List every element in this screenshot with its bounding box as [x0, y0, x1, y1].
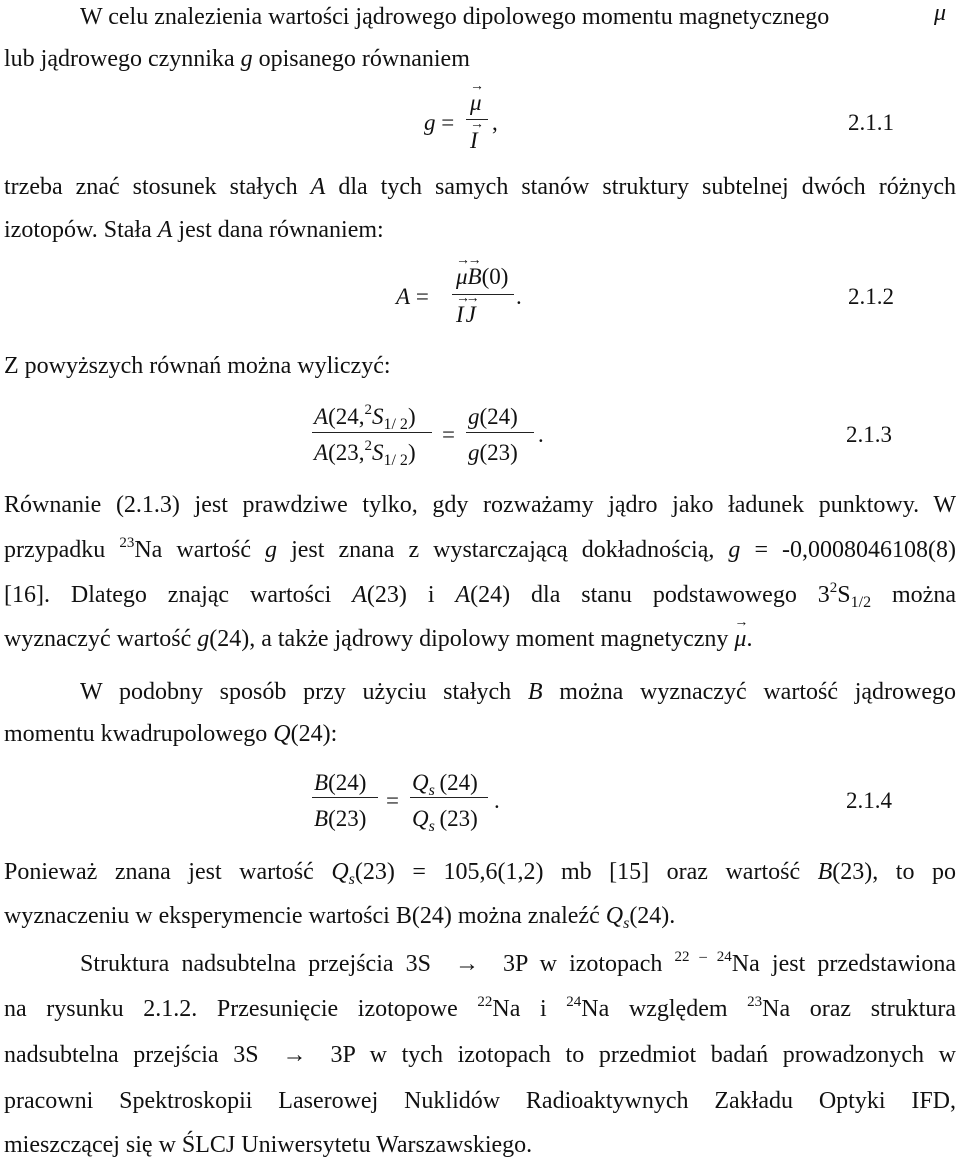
- text: 3P w tych izotopach to przedmiot badań prowadzonych w: [330, 1042, 956, 1068]
- subscript: s: [623, 915, 630, 932]
- paragraph-6-line-2: [4, 901, 956, 931]
- text: mieszczącej się w ŚLCJ Uniwersytetu Warszawskiego.: [4, 1132, 533, 1158]
- mass-number: 22: [477, 994, 493, 1010]
- text: Równanie (2.1.3) jest prawdziwe tylko, gdy rozważamy jądro jako ładunek punktowy. W: [4, 492, 956, 518]
- text: (24), a także jądrowy dipolowy moment magnetyczny: [209, 626, 735, 652]
- eq3-lhs-numerator: $A(24,^2S_{1/ 2})$: [314, 402, 416, 433]
- text: Struktura nadsubtelna przejścia 3S: [80, 951, 431, 977]
- eq4-number: 2.1.4: [846, 788, 892, 813]
- eq2-denominator: I → J →: [456, 300, 476, 330]
- text: dla tych samych stanów struktury subtelnej dwóch różnych: [325, 174, 956, 200]
- eq2-number: 2.1.2: [848, 284, 894, 309]
- paragraph-7-line-3: [4, 1040, 956, 1070]
- eq3-number: 2.1.3: [846, 422, 892, 447]
- text: (24).: [629, 903, 676, 929]
- text: (24):: [290, 721, 338, 747]
- text: opisanego równaniem: [252, 46, 470, 72]
- g-symbol: g: [728, 537, 741, 563]
- paragraph-2-line-2: [4, 215, 956, 245]
- paragraph-6-line-1: [4, 857, 956, 887]
- text: 3P w izotopach: [503, 951, 675, 977]
- paragraph-4-line-1: [4, 490, 956, 520]
- g-symbol: g: [265, 537, 278, 563]
- mu-symbol: [934, 0, 946, 28]
- mass-number: 24: [566, 994, 582, 1010]
- eq1-denominator: I →: [470, 126, 478, 156]
- g-symbol: g: [240, 46, 253, 72]
- eq3-rhs-numerator: g(24): [468, 404, 518, 429]
- text: można wyznaczyć wartość jądrowego: [542, 679, 957, 705]
- text: na rysunku 2.1.2. Przesunięcie izotopowe: [4, 996, 478, 1022]
- text: (23), to po: [832, 859, 956, 885]
- eq4-rhs-numerator: $Q_s$ (24): [412, 770, 478, 799]
- eq1-number: 2.1.1: [848, 110, 894, 135]
- text: Na względem: [581, 996, 748, 1022]
- paragraph-1-line-1: [80, 2, 940, 32]
- text: (23) i: [366, 582, 456, 608]
- paragraph-7-line-4: [4, 1086, 956, 1116]
- eq3-lhs-fraction-bar: [312, 432, 432, 433]
- eq3-equals: =: [442, 422, 455, 447]
- text: izotopów. Stała: [4, 217, 158, 243]
- text: jest znana z wystarczającą dokładnością,: [277, 537, 729, 563]
- A-symbol: A: [352, 582, 367, 608]
- eq3-rhs-fraction-bar: [466, 432, 534, 433]
- paragraph-2-line-1: [4, 172, 956, 202]
- B-symbol: B: [817, 859, 833, 885]
- mu-vector: μ →: [734, 624, 746, 654]
- eq4-rhs-fraction-bar: [410, 797, 488, 798]
- arrow-icon: →: [282, 1042, 307, 1068]
- paragraph-4-line-3: [4, 580, 956, 610]
- eq1-numerator: μ →: [470, 88, 482, 118]
- text: lub jądrowego czynnika: [4, 46, 241, 72]
- text: Na oraz struktura: [762, 996, 957, 1022]
- text: S: [837, 582, 851, 608]
- eq4-rhs-denominator: $Q_s$ (23): [412, 806, 478, 835]
- paragraph-1-line-2: [4, 44, 956, 74]
- eq3-lhs-denominator: $A(23,^2S_{1/ 2})$: [314, 438, 416, 469]
- text: (23) = 105,6(1,2) mb [15] oraz wartość: [354, 859, 818, 885]
- paragraph-5-line-2: [4, 719, 956, 749]
- mass-range: 22 – 24: [674, 949, 732, 965]
- text: [16]. Dlatego znając wartości: [4, 582, 353, 608]
- B-symbol: B: [527, 679, 543, 705]
- eq1-comma: ,: [492, 110, 498, 135]
- eq4-lhs-fraction-bar: [312, 797, 378, 798]
- text: Na jest przedstawiona: [731, 951, 956, 977]
- paragraph-7-line-2: [4, 994, 956, 1024]
- mu-vector: μ →: [934, 0, 946, 28]
- text: wyznaczyć wartość: [4, 626, 198, 652]
- eq2-numerator: μ →B →(0): [456, 262, 508, 292]
- eq2-dot: .: [516, 284, 522, 309]
- text: trzeba znać stosunek stałych: [4, 174, 311, 200]
- mass-number: 23: [747, 994, 763, 1010]
- A-symbol: A: [455, 582, 471, 608]
- paragraph-5-line-1: [80, 677, 956, 707]
- paragraph-4-line-2: [4, 535, 956, 565]
- text: W podobny sposób przy użyciu stałych: [80, 679, 528, 705]
- text: = -0,0008046108(8): [740, 537, 957, 563]
- text: Na i: [492, 996, 567, 1022]
- text: przypadku: [4, 537, 120, 563]
- text: Z powyższych równań można wyliczyć:: [4, 353, 391, 379]
- text: momentu kwadrupolowego: [4, 721, 274, 747]
- eq4-lhs-numerator: B(24): [314, 770, 367, 795]
- eq4-dot: .: [494, 788, 500, 813]
- A-symbol: A: [157, 217, 173, 243]
- subscript: s: [348, 871, 355, 888]
- eq3-dot: .: [538, 422, 544, 447]
- g-symbol: g: [197, 626, 210, 652]
- subscript: 1/2: [850, 594, 872, 611]
- text: W celu znalezienia wartości jądrowego dipolowego momentu magnetycznego: [80, 4, 830, 30]
- superscript: 2: [829, 580, 838, 596]
- Q-symbol: Q: [273, 721, 291, 747]
- mass-number: 23: [119, 535, 135, 551]
- paragraph-4-line-4: [4, 624, 956, 654]
- text: Ponieważ znana jest wartość: [4, 859, 332, 885]
- eq2-lhs: A =: [396, 284, 429, 309]
- text: można: [871, 582, 956, 608]
- paragraph-7-line-1: [80, 949, 956, 979]
- eq4-equals: =: [386, 788, 399, 813]
- paragraph-7-line-5: [4, 1130, 956, 1160]
- text: Na wartość: [134, 537, 266, 563]
- text: nadsubtelna przejścia 3S: [4, 1042, 259, 1068]
- text: jest dana równaniem:: [172, 217, 384, 243]
- eq3-rhs-denominator: g(23): [468, 440, 518, 465]
- paragraph-3: [4, 351, 956, 381]
- text: (24) dla stanu podstawowego 3: [470, 582, 830, 608]
- A-symbol: A: [310, 174, 326, 200]
- eq1-lhs: g =: [424, 110, 455, 135]
- Q-symbol: Q: [331, 859, 349, 885]
- text: pracowni Spektroskopii Laserowej Nuklidów Radioaktywnych Zakładu Optyki IFD,: [4, 1088, 956, 1114]
- Q-symbol: Q: [605, 903, 624, 929]
- arrow-icon: →: [455, 951, 479, 977]
- text: .: [746, 626, 753, 652]
- text: wyznaczeniu w eksperymencie wartości B(24) można znaleźć: [4, 903, 606, 929]
- eq4-lhs-denominator: B(23): [314, 806, 367, 831]
